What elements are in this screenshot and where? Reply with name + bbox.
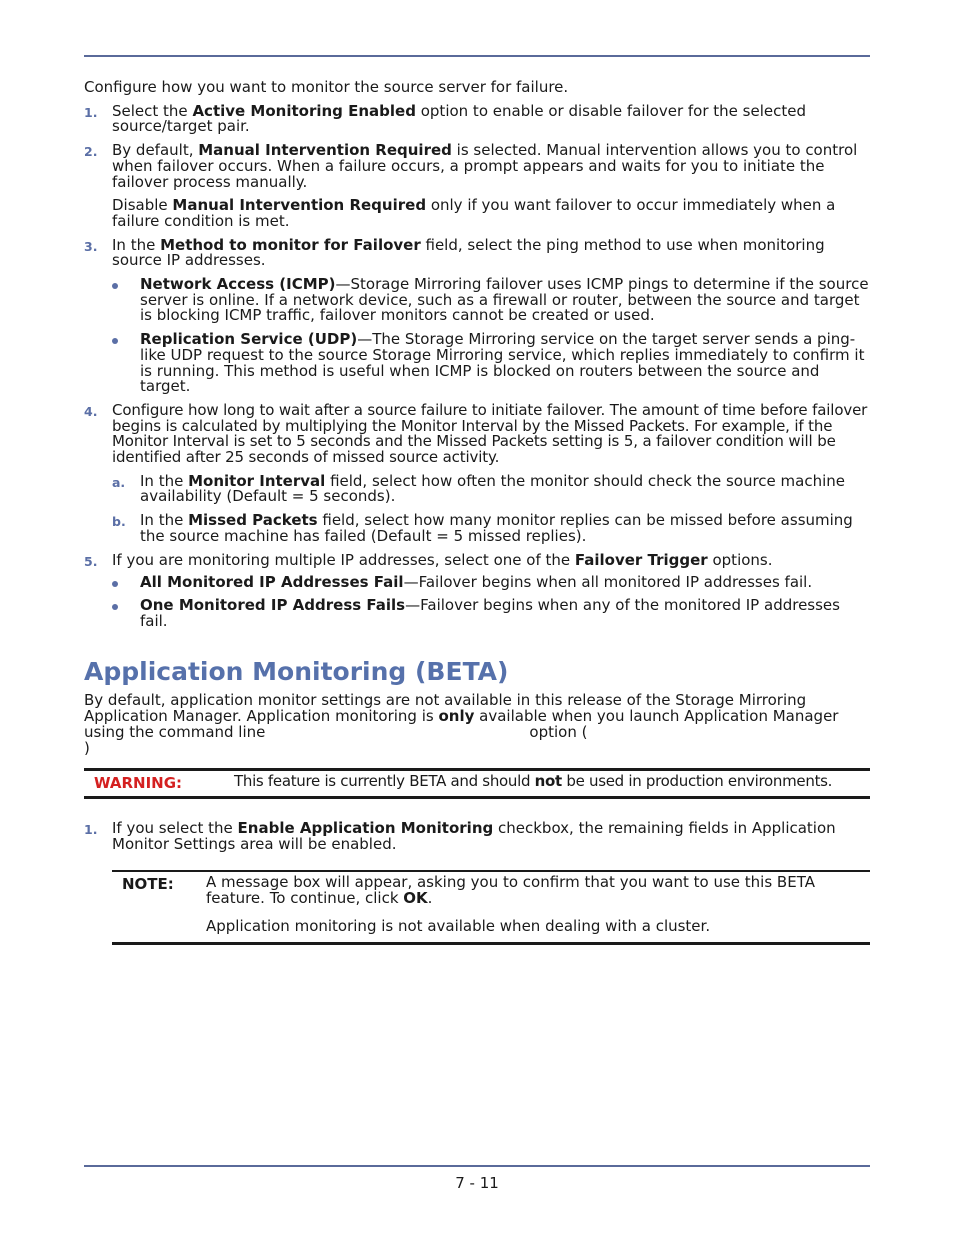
footer-rule [84, 1165, 870, 1167]
item-letter: b. [112, 514, 126, 530]
header-rule [84, 55, 870, 57]
step-continuation: Disable Manual Intervention Required only if you want failover to occur immediately when a failure condition is met. [112, 196, 836, 230]
item-letter: a. [112, 474, 126, 490]
section-heading: Application Monitoring (BETA) [84, 657, 509, 687]
step-number: 5. [84, 553, 98, 569]
warning-label: WARNING: [94, 774, 183, 793]
step-number: 2. [84, 144, 98, 160]
note-label: NOTE: [122, 875, 174, 894]
step-5 [84, 550, 870, 630]
step-text: Select the Active Monitoring Enabled option to enable or disable failover for the selected source/target pair. [112, 101, 806, 136]
page-content [84, 80, 870, 945]
lettered-item: b. In the Missed Packets field, select how many monitor replies can be missed before assuming the source machine has failed (Default = 5 missed replies). [112, 511, 853, 545]
bullet-icon [112, 338, 118, 344]
bullet-item: All Monitored IP Addresses Fail—Failover begins when all monitored IP addresses fail. [112, 575, 870, 591]
step-number: 4. [84, 403, 98, 419]
bullet-item: Replication Service (UDP)—The Storage Mirroring service on the target server sends a ping-like UDP request to the source Storage Mirroring service, which replies immediately to confirm it is running. This method is useful when ICMP is blocked on routers between the source and target. [112, 332, 870, 395]
step-number: 3. [84, 238, 98, 254]
note-body: A message box will appear, asking you to confirm that you want to use this BETA feature. To continue, click OK. Application monitoring is not available when dealing with a cluster. [206, 873, 815, 935]
bullet-icon [112, 604, 118, 610]
step-3 [84, 235, 870, 396]
section-step-1 [84, 818, 870, 853]
intro-paragraph: Configure how you want to monitor the source server for failure. [84, 78, 569, 96]
step-text: If you select the Enable Application Monitoring checkbox, the remaining fields in Application Monitor Settings area will be enabled. [112, 818, 836, 853]
warning-text: This feature is currently BETA and should not be used in production environments. [234, 772, 833, 791]
lettered-item: a. In the Monitor Interval field, select how often the monitor should check the source machine availability (Default = 5 seconds). [112, 471, 846, 506]
step-2 [84, 143, 870, 230]
note-box [112, 870, 870, 945]
section-paragraph: By default, application monitor settings are not available in this release of the Storage Mirroring Application Manager. Application monitoring is only available when you launch Application Manager using the command line option () [84, 691, 839, 757]
bullet-item: One Monitored IP Address Fails—Failover begins when any of the monitored IP addresses fail. [112, 598, 870, 629]
step-text: In the Method to monitor for Failover field, select the ping method to use when monitoring source IP addresses. [112, 235, 825, 270]
bullet-item: Network Access (ICMP)—Storage Mirroring failover uses ICMP pings to determine if the source server is online. If a network device, such as a firewall or router, between the source and target is blocking ICMP traffic, failover monitors cannot be created or used. [112, 277, 870, 324]
step-number: 1. [84, 821, 98, 837]
page-number: 7 - 11 [455, 1174, 499, 1192]
step-text: Configure how long to wait after a source failure to initiate failover. The amount of time before failover begins is calculated by multiplying the Monitor Interval by the Missed Packets. For example, if the Monitor Interval is set to 5 seconds and the Missed Packets setting is 5, a failover condition will be identified after 25 seconds of missed source activity. [112, 400, 868, 467]
step-text: By default, Manual Intervention Required is selected. Manual intervention allows you to control when failover occurs. When a failure occurs, a prompt appears and waits for you to initiate the failover process manually. [112, 141, 858, 191]
step-text: If you are monitoring multiple IP addresses, select one of the Failover Trigger options. [112, 550, 773, 569]
step-4 [84, 400, 870, 545]
step-number: 1. [84, 104, 98, 120]
step-1 [84, 101, 870, 136]
bullet-icon [112, 581, 118, 587]
bullet-icon [112, 283, 118, 289]
warning-box [84, 768, 870, 799]
